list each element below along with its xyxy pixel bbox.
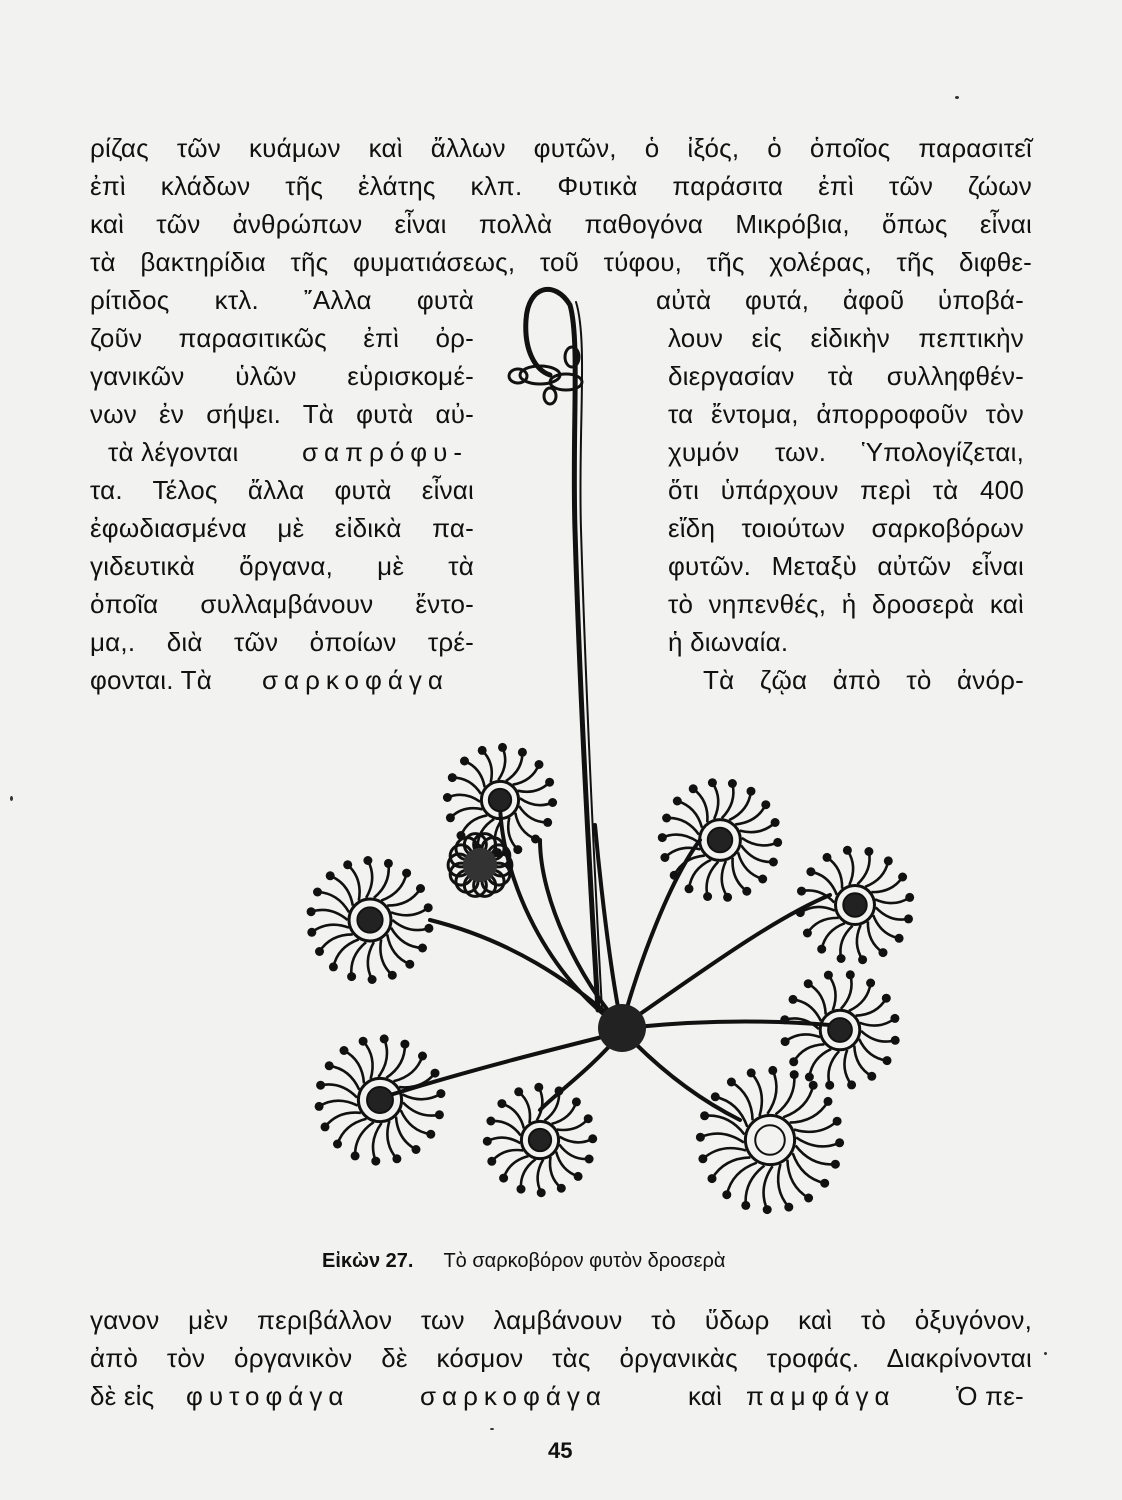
left-column-line: τὰ λέγονται (108, 437, 239, 467)
right-column-line: ὅτι ὑπάρχουν περὶ τὰ 400 (668, 475, 1024, 505)
right-column-line: φυτῶν. Μεταξὺ αὐτῶν εἶναι (668, 551, 1024, 581)
flower-stalk (526, 289, 598, 1010)
left-column-line: μα,. διὰ τῶν ὁποίων τρέ- (90, 627, 474, 657)
right-column-line: εἴδη τοιούτων σαρκοβόρων (668, 513, 1024, 543)
figure-caption (322, 1248, 726, 1274)
scan-speck (955, 96, 959, 99)
right-column-line: τὸ νηπενθές, ἡ δροσερὰ καὶ (668, 589, 1024, 619)
spaced-term-fytofaga: φυτοφάγα (186, 1381, 350, 1411)
leaf-rosette (315, 1034, 446, 1165)
text-line: γανον μὲν περιβάλλον των λαμβάνουν τὸ ὕδωρ καὶ τὸ ὀξυγόνον, (90, 1305, 1032, 1335)
text-line: Ὁ πε- (956, 1381, 1024, 1411)
left-column-line: ὁποῖα συλλαμβάνουν ἔντο- (90, 589, 474, 619)
left-column-line: γανικῶν ὑλῶν εὑρισκομέ- (90, 361, 474, 391)
right-column-line: λουν εἰς εἰδικὴν πεπτικὴν (668, 323, 1024, 353)
spaced-term-sarkofaga: σαρκοφάγα (420, 1381, 607, 1411)
scan-speck (490, 1428, 494, 1430)
figure-caption-text: Τὸ σαρκοβόρον φυτὸν δροσερὰ (443, 1250, 726, 1272)
spaced-term-saprophyta: σαπρόφυ- (302, 437, 469, 467)
spaced-term-pamfaga: παμφάγα (746, 1381, 896, 1411)
drosera-illustration (250, 280, 960, 1220)
leaf-rosette (448, 834, 512, 897)
left-column-line: ρίτιδος κτλ. ῎Αλλα φυτὰ (90, 285, 474, 315)
leaf-rosette (796, 846, 914, 964)
leaf-rosette (780, 970, 899, 1089)
text-line: δὲ εἰς (90, 1381, 155, 1411)
right-column-line: διεργασίαν τὰ συλληφθέν- (668, 361, 1024, 391)
figure-label: Εἰκὼν 27. (322, 1250, 414, 1272)
text-line: καὶ τῶν ἀνθρώπων εἶναι πολλὰ παθογόνα Μικρόβια, ὅπως εἶναι (90, 209, 1032, 239)
right-column-line: ἡ διωναία. (668, 627, 789, 657)
right-column-line: τα ἔντομα, ἀπορροφοῦν τὸν (668, 399, 1024, 429)
text-line: καὶ (688, 1381, 723, 1411)
scan-speck (1044, 1352, 1047, 1355)
right-column-line: αὐτὰ φυτά, ἀφοῦ ὑποβά- (656, 285, 1024, 315)
left-column-line: νων ἐν σήψει. Τὰ φυτὰ αὐ- (90, 399, 474, 429)
text-line: ἐπὶ κλάδων τῆς ἐλάτης κλπ. Φυτικὰ παράσιτα ἐπὶ τῶν ζώων (90, 171, 1032, 201)
scan-speck (10, 796, 13, 801)
leaf-rosettes (307, 743, 915, 1214)
left-column-line: τα. Τέλος ἄλλα φυτὰ εἶναι (90, 475, 474, 505)
right-column-line: χυμόν των. Ὑπολογίζεται, (668, 437, 1024, 467)
leaf-rosette (307, 856, 434, 984)
spaced-term-sarkofaga: σαρκοφάγα (262, 665, 449, 695)
left-column-line: φονται. Τὰ (90, 665, 212, 695)
leaf-rosette (696, 1066, 844, 1214)
right-column-line: Τὰ ζῷα ἀπὸ τὸ ἀνόρ- (703, 665, 1024, 695)
text-line: ἀπὸ τὸν ὀργανικὸν δὲ κόσμον τὰς ὀργανικὰς τροφάς. Διακρίνονται (90, 1343, 1032, 1373)
text-line: τὰ βακτηρίδια τῆς φυματιάσεως, τοῦ τύφου, τῆς χολέρας, τῆς διφθε- (90, 247, 1032, 277)
plant-centre (598, 1004, 646, 1052)
left-column-line: ζοῦν παρασιτικῶς ἐπὶ ὀρ- (90, 323, 474, 353)
text-line: ρίζας τῶν κυάμων καὶ ἄλλων φυτῶν, ὁ ἰξός, ὁ ὁποῖος παρασιτεῖ (90, 133, 1032, 163)
left-column-line: ἐφωδιασμένα μὲ εἰδικὰ πα- (90, 513, 474, 543)
leaf-rosette (483, 1083, 597, 1197)
page-number: 45 (548, 1438, 573, 1463)
left-column-line: γιδευτικὰ ὄργανα, μὲ τὰ (90, 551, 474, 581)
